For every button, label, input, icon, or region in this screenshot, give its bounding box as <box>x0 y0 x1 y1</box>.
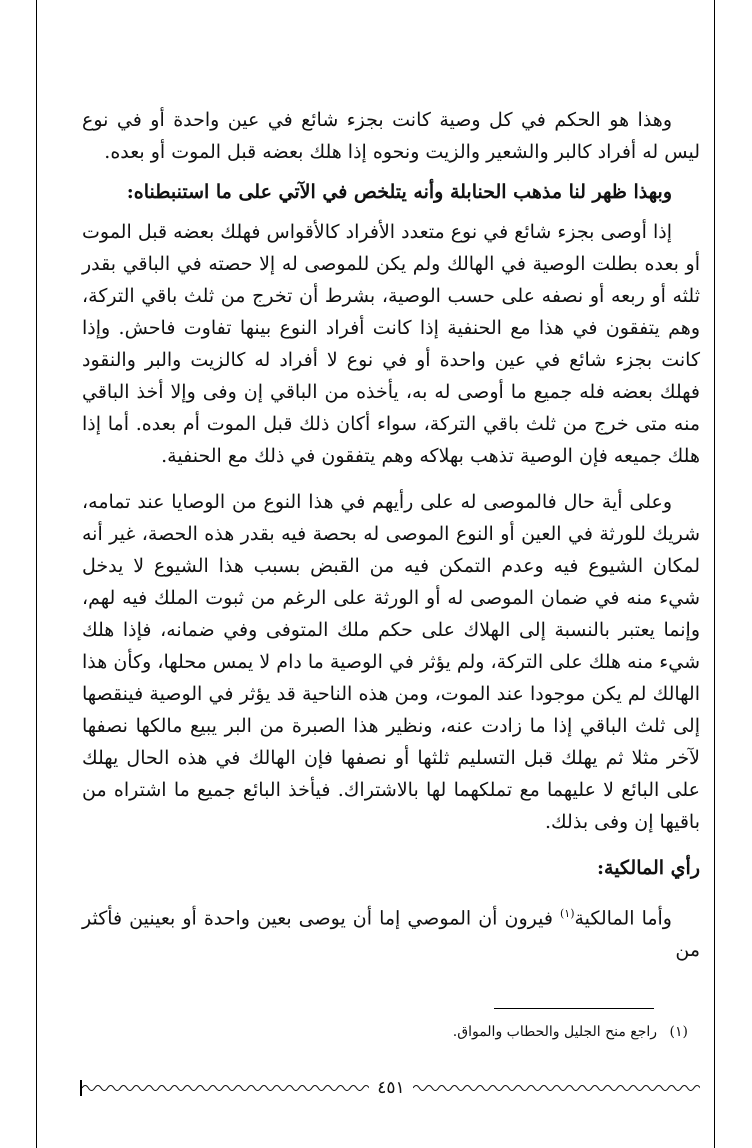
paragraph-hanbali-summary: إذا أوصى بجزء شائع في نوع متعدد الأفراد كالأقواس فهلك بعضه قبل الموت أو بعده بطلت الوصية في الهالك ولم يكن للموصى له إلا حصته في الباقي بقدر ثلثه أو ربعه أو نصفه على حسب الوصية، بشرط أن تخرج من ثلث باقي التركة، وهم يتفقون في هذا مع الحنفية إذا كانت أفراد النوع بينها تفاوت فاحش. وإذا كانت بجزء شائع في عين واحدة أو في نوع لا أفراد له كالزيت والبر والنقود فهلك بعضه فله جميع ما أوصى له به، يأخذه من الباقي إن وفى وإلا أخذ الباقي منه متى خرج من ثلث باقي التركة، سواء أكان ذلك قبل الموت أم بعده. أما إذا هلك جميعه فإن الوصية تذهب بهلاكه وهم يتفقون في ذلك مع الحنفية. <box>82 221 700 467</box>
paragraph-hanbali-ruling: وهذا هو الحكم في كل وصية كانت بجزء شائع في عين واحدة أو في نوع ليس له أفراد كالبر والشعير والزيت ونحوه إذا هلك بعضه قبل الموت أو بعده. <box>82 109 700 163</box>
page-margin-line-right <box>714 0 715 1148</box>
footer-wavy-line-left <box>82 1082 369 1094</box>
summary-heading: وبهذا ظهر لنا مذهب الحنابلة وأنه يتلخص في الآتي على ما استنبطناه: <box>126 181 672 203</box>
paragraph-legatee-status: وعلى أية حال فالموصى له على رأيهم في هذا النوع من الوصايا عند تمامه، شريك للورثة في العين أو النوع الموصى له بحصة فيه بقدر هذه الحصة، غير أنه لمكان الشيوع فيه وعدم التمكن فيه من القبض بسبب هذا الشيوع لا يدخل شيء منه في ضمان الموصى له أو الورثة على الرغم من ثبوت الملك فيه لهم، وإنما يعتبر بالنسبة إلى الهلاك على حكم ملك المتوفى وفي ضمانه، فإذا هلك شيء منه هلك على التركة، ولم يؤثر في الوصية ما دام لا يمس محلها، وكأن هذا الهالك لم يكن موجودا عند الموت، ومن هذه الناحية قد يؤثر في الوصية فينقصها إلى ثلث الباقي إذا ما زادت عنه، ونظير هذا الصبرة من البر يبيع مالكها نصفها لآخر مثلا ثم يهلك قبل التسليم ثلثها أو نصفها فإن الهالك في هذه الحال يهلك على البائع لا عليهما مع تملكهما لها بالاشتراك. فيأخذ البائع جميع ما اشتراه من باقيها إن وفى بذلك. <box>82 491 700 833</box>
footnote-text: راجع منح الجليل والحطاب والمواق. <box>452 1024 658 1040</box>
footnote <box>82 1021 688 1043</box>
page-body <box>82 104 700 966</box>
section-title-maliki: رأي المالكية: <box>597 857 700 879</box>
footnote-separator <box>494 1008 654 1009</box>
page-margin-line-left <box>36 0 37 1148</box>
maliki-opening: وأما المالكية <box>574 907 672 930</box>
paragraph-maliki-view <box>82 898 700 966</box>
footnote-number: (١) <box>669 1024 688 1040</box>
maliki-continuation: فيرون أن الموصي إما أن يوصى بعين واحدة أو بعينين فأكثر من <box>82 907 700 962</box>
footnote-reference: (١) <box>559 907 575 920</box>
footer-wavy-line-right <box>413 1082 700 1094</box>
page-number: ٤٥١ <box>377 1078 405 1098</box>
page-footer <box>80 1076 700 1100</box>
